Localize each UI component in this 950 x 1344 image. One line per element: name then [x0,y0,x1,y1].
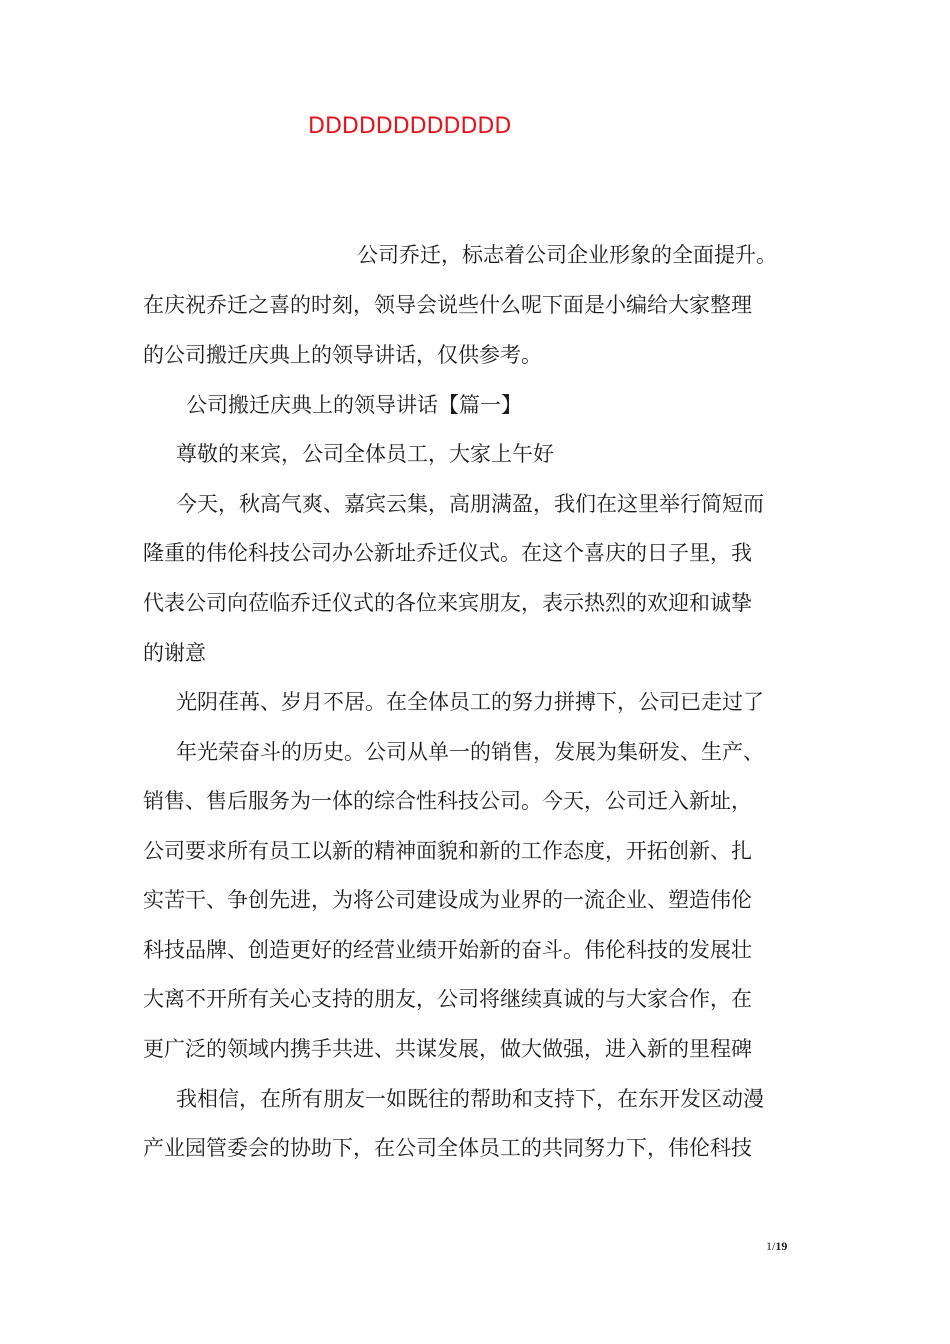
body-line: 的公司搬迁庆典上的领导讲话，仅供参考。 [143,343,542,367]
body-line: 的谢意 [143,641,206,665]
body-line: 公司乔迁，标志着公司企业形象的全面提升。 [357,243,777,267]
section-heading: 公司搬迁庆典上的领导讲话【篇一】 [186,393,522,417]
body-line: 实苦干、争创先进，为将公司建设成为业界的一流企业、塑造伟伦 [143,888,752,912]
page-number-total: 19 [775,1239,788,1253]
document-header: DDDDDDDDDDDD [308,114,512,139]
body-line: 科技品牌、创造更好的经营业绩开始新的奋斗。伟伦科技的发展壮 [143,938,752,962]
body-line: 我相信，在所有朋友一如既往的帮助和支持下，在东开发区动漫 [176,1087,764,1111]
body-line: 年光荣奋斗的历史。公司从单一的销售，发展为集研发、生产、 [176,740,764,764]
body-line: 销售、售后服务为一体的综合性科技公司。今天，公司迁入新址， [143,789,752,813]
body-line: 尊敬的来宾，公司全体员工，大家上午好 [176,442,554,466]
body-line: 产业园管委会的协助下，在公司全体员工的共同努力下，伟伦科技 [143,1136,752,1160]
body-line: 隆重的伟伦科技公司办公新址乔迁仪式。在这个喜庆的日子里，我 [143,541,752,565]
page-number [766,1239,787,1254]
body-line: 在庆祝乔迁之喜的时刻，领导会说些什么呢下面是小编给大家整理 [143,293,752,317]
body-line: 大离不开所有关心支持的朋友，公司将继续真诚的与大家合作，在 [143,987,752,1011]
page-number-current: 1/ [766,1239,776,1253]
body-line: 代表公司向莅临乔迁仪式的各位来宾朋友，表示热烈的欢迎和诚挚 [143,591,752,615]
body-line: 更广泛的领域内携手共进、共谋发展，做大做强，进入新的里程碑 [143,1037,752,1061]
body-line: 公司要求所有员工以新的精神面貌和新的工作态度，开拓创新、扎 [143,839,752,863]
body-line: 光阴荏苒、岁月不居。在全体员工的努力拼搏下，公司已走过了 [176,690,764,714]
body-line: 今天，秋高气爽、嘉宾云集，高朋满盈，我们在这里举行简短而 [176,492,764,516]
